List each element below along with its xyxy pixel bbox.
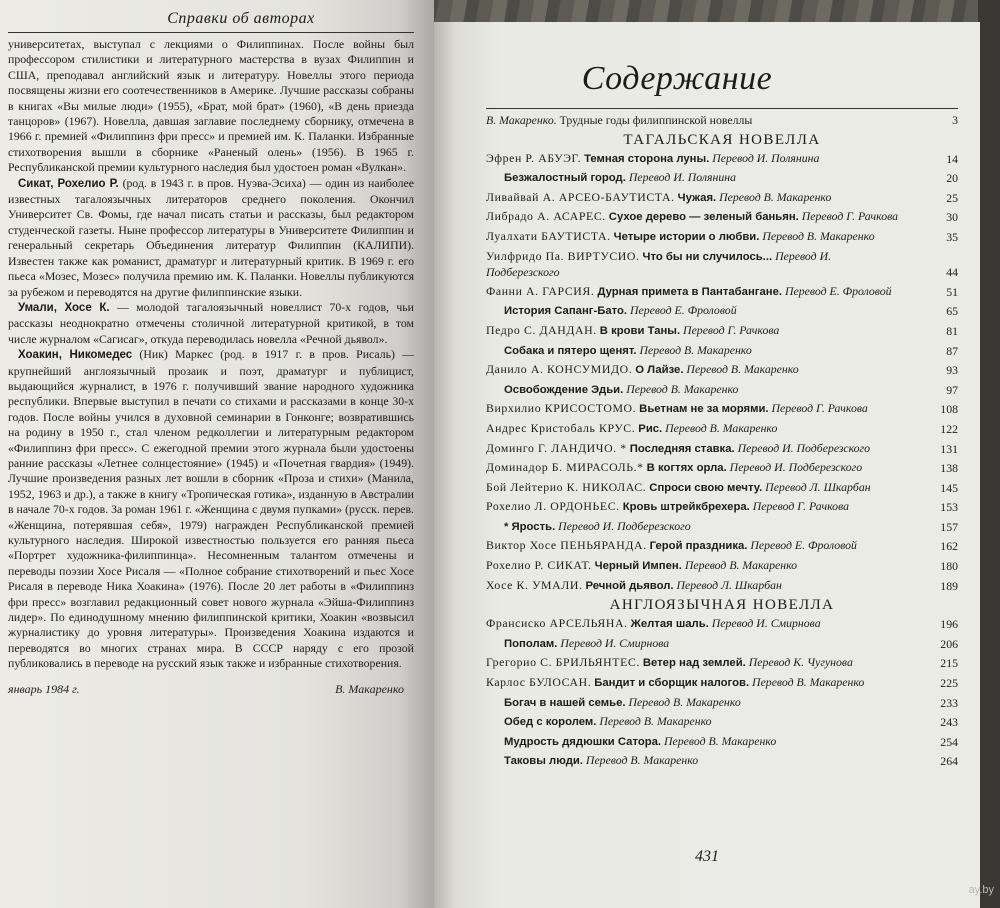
entry-page: 215 bbox=[940, 656, 958, 671]
entry-translator: Перевод В. Макаренко bbox=[762, 228, 875, 243]
entry-author: Андрес Кристобаль КРУС. bbox=[486, 420, 636, 435]
entry-title: * Ярость. bbox=[504, 520, 556, 533]
toc-intro bbox=[486, 113, 958, 129]
entry-title: Мудрость дядюшки Сатора. bbox=[504, 735, 662, 748]
entry-page: 25 bbox=[946, 190, 958, 205]
entry-translator: Перевод Г. Рачкова bbox=[801, 209, 899, 224]
entry-translator: Перевод К. Чугунова bbox=[748, 655, 853, 670]
toc-entry bbox=[486, 480, 958, 497]
toc-entry bbox=[486, 209, 958, 226]
entry-translator: Перевод В. Макаренко bbox=[752, 675, 865, 690]
entry-title: Дурная примета в Пантабангане. bbox=[597, 285, 783, 298]
toc-entry bbox=[486, 499, 958, 516]
entry-title: Желтая шаль. bbox=[630, 618, 709, 631]
toc-entry bbox=[486, 753, 958, 770]
running-head: Справки об авторах bbox=[167, 10, 315, 27]
entry-page: 35 bbox=[946, 229, 958, 244]
entry-page: 196 bbox=[940, 617, 958, 632]
entry-page: 153 bbox=[940, 500, 958, 515]
entry-author: Педро С. ДАНДАН. bbox=[486, 322, 597, 337]
entry-author: Бой Лейтерио К. НИКОЛАС. bbox=[486, 479, 647, 494]
toc-entry bbox=[486, 734, 958, 751]
entry-author: Рохелио Р. СИКАТ. bbox=[486, 558, 592, 573]
entry-author: Грегорио С. БРИЛЬЯНТЕС. bbox=[486, 655, 640, 670]
entry-title: Безжалостный город. bbox=[504, 172, 626, 185]
entry-translator: Перевод Г. Рачкова bbox=[752, 499, 850, 514]
entry-author: Хосе К. УМАЛИ. bbox=[486, 577, 583, 592]
entry-page: 20 bbox=[946, 171, 958, 186]
entry-title: Спроси свою мечту. bbox=[649, 481, 763, 494]
entry-page: 81 bbox=[946, 323, 958, 338]
entry-author: Рохелио Л. ОРДОНЬЕС. bbox=[486, 499, 620, 514]
entry-translator: Перевод В. Макаренко bbox=[719, 189, 832, 204]
entry-page: 44 bbox=[946, 265, 958, 280]
bio-paragraph: Сикат, Рохелио Р. (род. в 1943 г. в пров. Нуэва-Эсиха) — один из наиболее известных тагалоязычных литераторов среднего поколения. Окончил Университет Св. Фомы, где начал писать статьи и рассказы, был редактором студенческой газеты. Ныне профессор литературы в Университете Филиппин и генеральный секретарь Объединения литератур Филиппин (КАЛИПИ). Известен также как романист, драматург и литературный критик. В 1969 г. его пьеса «Мозес, Мозес» получила премию им. К. Паланки. Новеллы публикуются за рубежом и переводятся на другие филиппинские языки. bbox=[8, 175, 414, 299]
section-heading: ТАГАЛЬСКАЯ НОВЕЛЛА bbox=[623, 131, 821, 148]
toc-entry bbox=[486, 460, 958, 477]
entry-author: Луалхати БАУТИСТА. bbox=[486, 228, 611, 243]
toc-entry bbox=[486, 695, 958, 712]
entry-author: Данило А. КОНСУМИДО. bbox=[486, 362, 633, 377]
entry-translator: Перевод В. Макаренко bbox=[585, 753, 699, 768]
entry-page: 122 bbox=[940, 421, 958, 436]
entry-title: Богач в нашей семье. bbox=[504, 696, 626, 709]
entry-translator: Перевод Е. Фроловой bbox=[784, 283, 892, 298]
left-page bbox=[0, 0, 434, 908]
entry-page: 93 bbox=[946, 363, 958, 378]
toc-entry bbox=[486, 170, 958, 187]
entry-translator: Перевод Е. Фроловой bbox=[630, 303, 737, 318]
background-edge bbox=[978, 0, 1000, 908]
entry-page: 131 bbox=[940, 441, 958, 456]
entry-page: 108 bbox=[940, 402, 958, 417]
toc-entry bbox=[486, 675, 958, 692]
entry-title: Четыре истории о любви. bbox=[613, 230, 760, 243]
entry-title: Обед с королем. bbox=[504, 716, 597, 729]
entry-title: Освобождение Эдьи. bbox=[504, 383, 624, 396]
toc-entry bbox=[486, 538, 958, 555]
toc-title: Содержание bbox=[581, 60, 773, 97]
entry-page: 233 bbox=[940, 695, 958, 710]
bio-paragraph: Умали, Хосе К. — молодой тагалоязычный новеллист 70-х годов, чьи рассказы неоднократно отмечены столичной литературной критикой, в том числе журналом «Сагисаг», откуда переводилась новелла «Речной дьявол». bbox=[8, 299, 414, 346]
entry-translator: Перевод В. Макаренко bbox=[684, 558, 798, 573]
toc-entry bbox=[486, 190, 958, 207]
entry-translator: Перевод И. Подберезского bbox=[486, 248, 832, 280]
entry-page: 243 bbox=[940, 715, 958, 730]
signature: В. Макаренко bbox=[335, 681, 404, 696]
bio-paragraph: университетах, выступал с лекциями о Филиппинах. После войны был профессором стилистики и литературного мастерства в вузах Филиппин и США, преподавал английский язык и литературу. Новеллы этого периода посвящены жизни его соотечественников в Америке. Лучшие рассказы собраны в книгах «Вы милые люди» (1955), «Брат, мой брат» (1960), «В день приезда танцоров» (1967). Новелла, давшая заглавие последнему сборнику, отмечена в 1966 г. премией «Филиппинз фри пресс» и премией им. К. Паланки. Избранные стихотворения вышли в сборнике «Раненый олень» (1956). В 1965 г. Республиканской премии культурного наследия был удостоен роман «Вулкан». bbox=[8, 37, 414, 175]
author-bios bbox=[8, 37, 414, 672]
toc-entry bbox=[486, 323, 958, 340]
entry-page: 254 bbox=[940, 734, 958, 749]
head-rule bbox=[8, 32, 414, 33]
right-page bbox=[434, 22, 980, 908]
entry-title: В крови Таны. bbox=[599, 324, 681, 337]
entry-title: История Сапанг-Бато. bbox=[504, 305, 628, 318]
entry-page: 225 bbox=[940, 676, 958, 691]
entry-author: Фанни А. ГАРСИЯ. bbox=[486, 283, 595, 298]
entry-page: 157 bbox=[940, 519, 958, 534]
entry-translator: Перевод Е. Фроловой bbox=[750, 538, 857, 553]
toc-entry bbox=[486, 303, 958, 320]
entry-translator: Перевод И. Смирнова bbox=[711, 616, 821, 631]
entry-title: Пополам. bbox=[504, 637, 558, 650]
entry-title: Речной дьявол. bbox=[585, 579, 674, 592]
entry-translator: Перевод Г. Рачкова bbox=[771, 401, 868, 416]
entry-title: Ветер над землей. bbox=[642, 657, 746, 670]
entry-page: 65 bbox=[946, 304, 958, 319]
entry-page: 162 bbox=[940, 539, 958, 554]
entry-author: Доминго Г. ЛАНДИЧО. * bbox=[486, 440, 627, 455]
page-number: 431 bbox=[695, 848, 719, 865]
entry-title: Бандит и сборщик налогов. bbox=[594, 677, 750, 690]
entry-page: 206 bbox=[940, 636, 958, 651]
intro-author: В. Макаренко. bbox=[486, 113, 557, 127]
entry-author: Франсиско АРСЕЛЬЯНА. bbox=[486, 616, 628, 631]
entry-translator: Перевод Л. Шкарбан bbox=[765, 479, 871, 494]
entry-author: Карлос БУЛОСАН. bbox=[486, 675, 592, 690]
toc-entry bbox=[486, 636, 958, 653]
entry-translator: Перевод В. Макаренко bbox=[626, 381, 739, 396]
toc-entry bbox=[486, 655, 958, 672]
toc-entry bbox=[486, 578, 958, 595]
entry-translator: Перевод В. Макаренко bbox=[639, 342, 752, 357]
entry-title: Герой праздника. bbox=[649, 540, 748, 553]
entry-translator: Перевод Г. Рачкова bbox=[683, 322, 780, 337]
toc-entry bbox=[486, 558, 958, 575]
entry-page: 180 bbox=[940, 559, 958, 574]
entry-author: Эфрен Р. АБУЭГ. bbox=[486, 150, 582, 165]
entry-translator: Перевод Л. Шкарбан bbox=[676, 577, 782, 592]
entry-page: 97 bbox=[946, 382, 958, 397]
entry-title: Чужая. bbox=[677, 191, 717, 204]
entry-translator: Перевод В. Макаренко bbox=[664, 733, 777, 748]
entry-title: О Лайзе. bbox=[635, 364, 684, 377]
entry-translator: Перевод В. Макаренко bbox=[599, 714, 712, 729]
bio-paragraph: Хоакин, Никомедес (Ник) Маркес (род. в 1917 г. в пров. Рисаль) — крупнейший англоязычный прозаик и поэт, драматург и публицист, выдающийся журналист, в 1976 г. получивший звание народного художника республики. Впервые выступил в печати со стихами и рассказами в конце 30-х годов. После войны учился в духовной семинарии в Гонконге; возвратившись на родину в 1950 г., стал членом редколлегии и литературным редактором «Филиппинз фри пресс». С ежегодной премии этого журнала были удостоены ранние рассказы «Летнее солнцестояние» (1945) и «Почетная гвардия» (1949). Лучшие произведения разных лет вошли в сборник «Проза и стихи» (Манила, 1952, 1963 и др.), а также в книгу «Тропическая готика», изданную в Австралии в начале 70-х годов. За роман 1961 г. «Женщина с двумя пупками» (русск. перев. «Женщина, потерявшая себя», 1979) награжден Республиканской премией культурного наследия. Широкой известностью пользуется его ранняя пьеса «Портрет художника-филиппинца». Несомненным талантом отмечены и переводы поэзии Хосе Рисаля — «Полное собрание стихотворений и пьес Хосе Рисаля в переводе Ника Хоакина» (1976). После 20 лет работы в «Филиппинз фри пресс» возглавил редакционный совет нового журнала «Эйша-Филиппинз лидер». По единодушному мнению филиппинской критики, Хоакин «возвысил журналистику до уровня литературы». Произведения Хоакина издаются и переводятся во многих странах мира. В СССР наряду с его прозой публиковались в переводе на русский язык также и избранные стихотворения. bbox=[8, 347, 415, 671]
toc-entry bbox=[486, 229, 958, 246]
entry-author: Виктор Хосе ПЕНЬЯРАНДА. bbox=[486, 538, 647, 553]
watermark: ay.by bbox=[968, 884, 994, 896]
entry-author: Доминадор Б. МИРАСОЛЬ.* bbox=[486, 460, 644, 475]
entry-translator: Перевод И. Полянина bbox=[712, 150, 820, 165]
entry-title: Таковы люди. bbox=[504, 755, 583, 768]
intro-title: Трудные годы филиппинской новеллы bbox=[559, 113, 753, 127]
toc-entry bbox=[486, 343, 958, 360]
entry-translator: Перевод И. Подберезского bbox=[729, 460, 863, 475]
toc-sections bbox=[486, 132, 958, 770]
section-heading: АНГЛОЯЗЫЧНАЯ НОВЕЛЛА bbox=[609, 597, 835, 614]
entry-title: В когтях орла. bbox=[646, 462, 727, 475]
toc-entry bbox=[486, 519, 958, 536]
entry-page: 14 bbox=[946, 151, 958, 166]
toc-entry bbox=[486, 401, 958, 418]
entry-title: Сухое дерево — зеленый баньян. bbox=[608, 211, 799, 224]
entry-translator: Перевод В. Макаренко bbox=[628, 694, 741, 709]
entry-title: Собака и пятеро щенят. bbox=[504, 344, 637, 357]
toc-entry bbox=[486, 151, 958, 168]
entry-title: Темная сторона луны. bbox=[584, 152, 710, 165]
toc-entry bbox=[486, 249, 958, 281]
entry-author: Ливайвай А. АРСЕО-БАУТИСТА. bbox=[486, 189, 675, 204]
entry-page: 51 bbox=[946, 284, 958, 299]
entry-page: 189 bbox=[940, 578, 958, 593]
toc-entry bbox=[486, 362, 958, 379]
entry-translator: Перевод И. Полянина bbox=[628, 170, 737, 185]
toc-entry bbox=[486, 284, 958, 301]
entry-title: Что бы ни случилось... bbox=[642, 250, 773, 263]
entry-translator: Перевод И. Подберезского bbox=[737, 440, 871, 455]
toc-entry bbox=[486, 421, 958, 438]
intro-page: 3 bbox=[952, 113, 958, 127]
entry-translator: Перевод В. Макаренко bbox=[665, 420, 778, 435]
entry-page: 87 bbox=[946, 343, 958, 358]
entry-title: Последняя ставка. bbox=[629, 442, 735, 455]
date: январь 1984 г. bbox=[8, 681, 80, 696]
toc-entry bbox=[486, 616, 958, 633]
entry-author: Либрадо А. АСАРЕС. bbox=[486, 209, 606, 224]
toc-rule bbox=[486, 108, 958, 109]
entry-title: Рис. bbox=[638, 422, 663, 435]
entry-title: Вьетнам не за морями. bbox=[639, 403, 769, 416]
entry-page: 145 bbox=[940, 480, 958, 495]
entry-translator: Перевод В. Макаренко bbox=[686, 362, 799, 377]
entry-translator: Перевод И. Подберезского bbox=[558, 518, 691, 533]
toc-entry bbox=[486, 714, 958, 731]
entry-page: 30 bbox=[946, 210, 958, 225]
entry-page: 264 bbox=[940, 754, 958, 769]
entry-title: Кровь штрейкбрехера. bbox=[622, 501, 750, 514]
entry-title: Черный Импен. bbox=[594, 560, 682, 573]
entry-translator: Перевод И. Смирнова bbox=[560, 635, 670, 650]
entry-page: 138 bbox=[940, 461, 958, 476]
signature-row bbox=[8, 682, 414, 697]
toc-entry bbox=[486, 382, 958, 399]
entry-author: Уилфридо Па. ВИРТУСИО. bbox=[486, 248, 640, 263]
entry-author: Вирхилио КРИСОСТОМО. bbox=[486, 401, 637, 416]
toc-entry bbox=[486, 441, 958, 458]
